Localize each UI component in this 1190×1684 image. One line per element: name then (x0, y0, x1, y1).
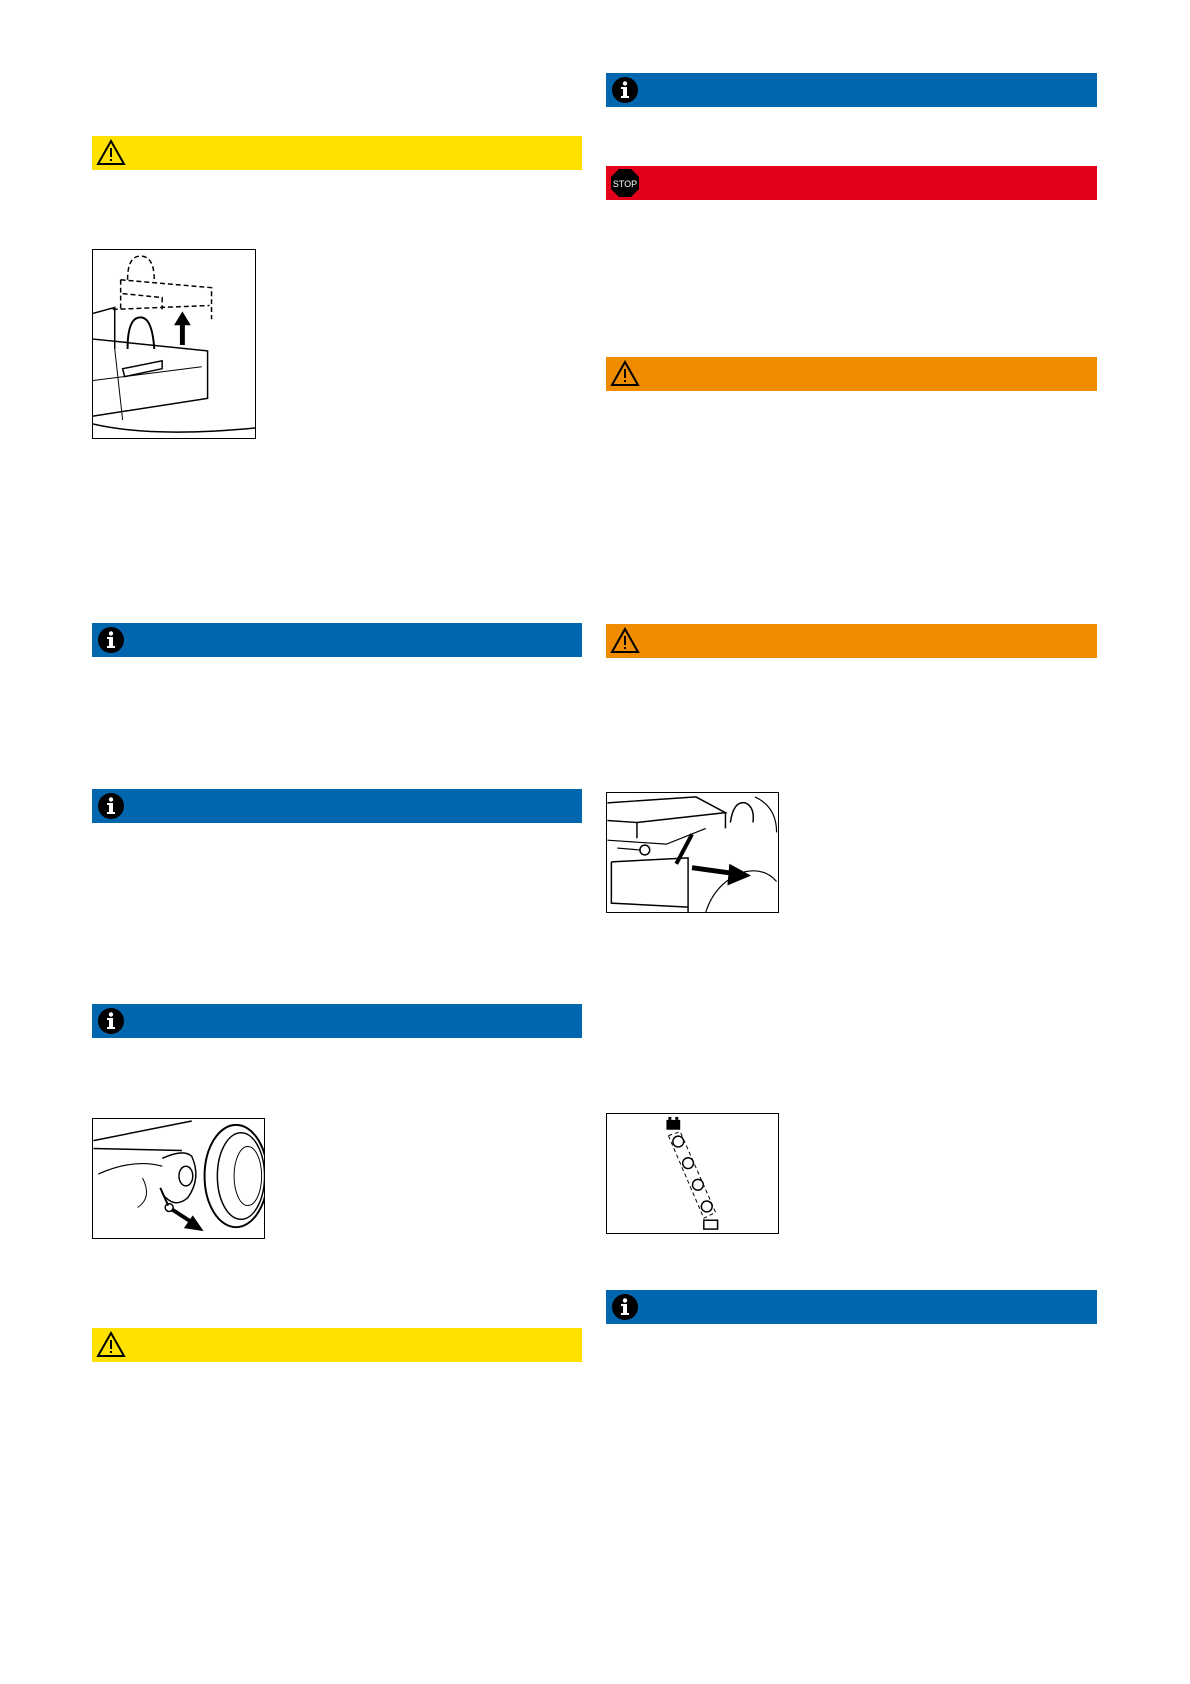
info-icon (96, 1006, 126, 1036)
brake-lever-figure (92, 1118, 265, 1239)
warning-triangle-icon (96, 1330, 126, 1360)
warning-bar-2 (606, 624, 1097, 658)
info-icon (610, 75, 640, 105)
caution-bar-2 (92, 1328, 582, 1362)
info-icon (610, 1292, 640, 1322)
warning-triangle-icon (610, 359, 640, 389)
stop-sign-label: STOP (612, 179, 638, 189)
battery-indicator-figure (606, 1113, 779, 1234)
caution-bar-1 (92, 136, 582, 170)
battery-lamp-3 (693, 1179, 704, 1190)
warning-triangle-icon (96, 138, 126, 168)
warning-triangle-icon (610, 626, 640, 656)
info-bar-5 (606, 1290, 1097, 1324)
battery-lamp-1 (673, 1136, 684, 1147)
lift-seat-figure (92, 249, 256, 439)
info-icon (96, 625, 126, 655)
info-bar-2 (92, 789, 582, 823)
danger-bar (606, 166, 1097, 200)
info-bar-1 (92, 623, 582, 657)
battery-lamp-4 (701, 1201, 712, 1212)
info-bar-3 (92, 1004, 582, 1038)
info-icon (96, 791, 126, 821)
info-bar-4 (606, 73, 1097, 107)
warning-bar-1 (606, 357, 1097, 391)
seat-lock-figure (606, 792, 779, 913)
stop-sign-icon (610, 168, 640, 198)
battery-lamp-2 (683, 1158, 694, 1169)
